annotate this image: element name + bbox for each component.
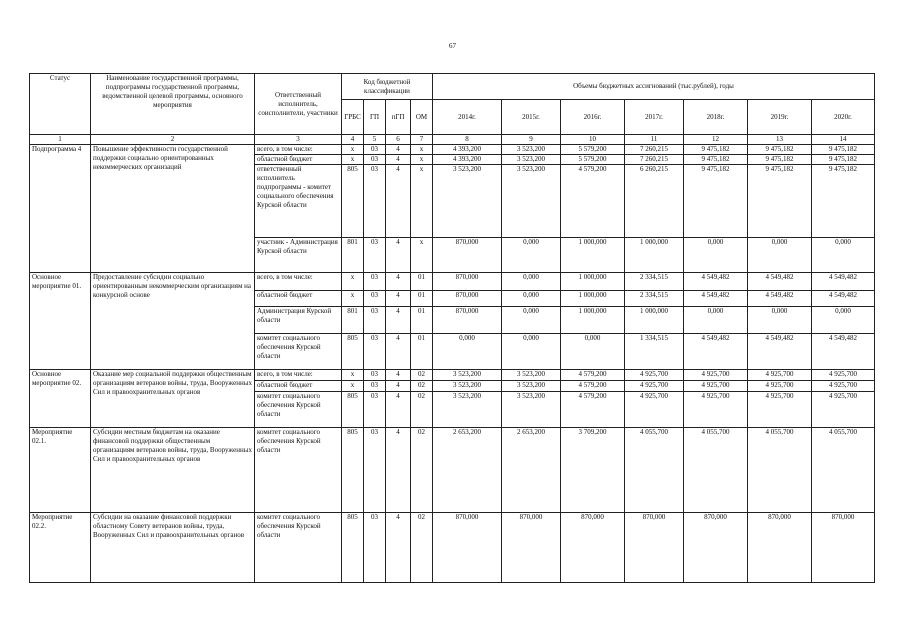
executor-cell: всего, в том числе: [255, 145, 342, 155]
value-2014: 870,000 [433, 273, 502, 291]
name-cell: Оказание мер социальной поддержки общественным организациям ветеранов войны, труда, Вооруженных Сил и правоохранительных органов [91, 370, 255, 428]
value-2019: 4 549,482 [748, 334, 812, 370]
grbs-cell: 805 [342, 334, 364, 370]
column-number: 9 [502, 135, 561, 145]
value-2019: 9 475,182 [748, 165, 812, 238]
gp-cell: 03 [364, 165, 386, 238]
value-2019: 4 925,700 [748, 370, 812, 381]
om-cell: х [411, 238, 433, 273]
om-cell: 01 [411, 273, 433, 291]
gp-cell: 03 [364, 291, 386, 307]
value-2015: 3 523,200 [502, 155, 561, 165]
value-2020: 4 549,482 [812, 291, 875, 307]
grbs-cell: 801 [342, 238, 364, 273]
om-cell: 01 [411, 307, 433, 334]
header-executor: Ответственный исполнитель, соисполнители, участники [255, 74, 342, 135]
pgp-cell: 4 [386, 513, 411, 583]
header-grbs: ГРБС [342, 100, 364, 135]
value-2017: 7 260,215 [625, 155, 684, 165]
value-2018: 4 055,700 [684, 428, 748, 513]
pgp-cell: 4 [386, 428, 411, 513]
gp-cell: 03 [364, 370, 386, 381]
header-gp: ГП [364, 100, 386, 135]
value-2020: 4 549,482 [812, 334, 875, 370]
column-number: 4 [342, 135, 364, 145]
gp-cell: 03 [364, 428, 386, 513]
status-cell: Мероприятие 02.2. [30, 513, 91, 583]
value-2016: 1 000,000 [561, 307, 625, 334]
gp-cell: 03 [364, 238, 386, 273]
value-2019: 0,000 [748, 238, 812, 273]
column-number: 12 [684, 135, 748, 145]
value-2017: 4 055,700 [625, 428, 684, 513]
executor-cell: всего, в том числе: [255, 273, 342, 291]
value-2018: 9 475,182 [684, 165, 748, 238]
value-2017: 870,000 [625, 513, 684, 583]
value-2020: 9 475,182 [812, 165, 875, 238]
value-2018: 4 925,700 [684, 392, 748, 428]
gp-cell: 03 [364, 273, 386, 291]
value-2017: 4 925,700 [625, 381, 684, 392]
pgp-cell: 4 [386, 392, 411, 428]
grbs-cell: х [342, 155, 364, 165]
table-row [30, 370, 875, 381]
value-2018: 4 925,700 [684, 370, 748, 381]
value-2015: 3 523,200 [502, 381, 561, 392]
executor-cell: областной бюджет [255, 381, 342, 392]
header-year-2020: 2020г. [812, 100, 875, 135]
value-2020: 0,000 [812, 307, 875, 334]
header-budget-volumes: Объемы бюджетных ассигнований (тыс.рублей), годы [433, 74, 875, 100]
column-number: 1 [30, 135, 91, 145]
column-number-row [30, 135, 875, 145]
value-2020: 9 475,182 [812, 155, 875, 165]
om-cell: 02 [411, 392, 433, 428]
value-2018: 0,000 [684, 238, 748, 273]
header-year-2016: 2016г. [561, 100, 625, 135]
value-2016: 0,000 [561, 334, 625, 370]
grbs-cell: 805 [342, 428, 364, 513]
value-2018: 4 925,700 [684, 381, 748, 392]
value-2020: 4 055,700 [812, 428, 875, 513]
value-2018: 4 549,482 [684, 273, 748, 291]
executor-cell: комитет социального обеспечения Курской области [255, 392, 342, 428]
value-2014: 870,000 [433, 307, 502, 334]
value-2019: 4 925,700 [748, 381, 812, 392]
value-2015: 2 653,200 [502, 428, 561, 513]
om-cell: 02 [411, 513, 433, 583]
grbs-cell: 801 [342, 307, 364, 334]
value-2014: 870,000 [433, 291, 502, 307]
value-2014: 3 523,200 [433, 370, 502, 381]
executor-cell: всего, в том числе: [255, 370, 342, 381]
gp-cell: 03 [364, 145, 386, 155]
executor-cell: комитет социального обеспечения Курской области [255, 428, 342, 513]
value-2015: 0,000 [502, 238, 561, 273]
grbs-cell: х [342, 273, 364, 291]
value-2016: 1 000,000 [561, 291, 625, 307]
column-number: 10 [561, 135, 625, 145]
column-number: 3 [255, 135, 342, 145]
table-row [30, 428, 875, 513]
column-number: 7 [411, 135, 433, 145]
pgp-cell: 4 [386, 165, 411, 238]
pgp-cell: 4 [386, 381, 411, 392]
value-2018: 9 475,182 [684, 145, 748, 155]
value-2014: 870,000 [433, 513, 502, 583]
value-2018: 9 475,182 [684, 155, 748, 165]
value-2019: 9 475,182 [748, 145, 812, 155]
value-2017: 1 000,000 [625, 238, 684, 273]
value-2017: 1 334,515 [625, 334, 684, 370]
value-2020: 9 475,182 [812, 145, 875, 155]
value-2017: 1 000,000 [625, 307, 684, 334]
value-2020: 870,000 [812, 513, 875, 583]
value-2017: 2 334,515 [625, 291, 684, 307]
executor-cell: областной бюджет [255, 291, 342, 307]
grbs-cell: 805 [342, 513, 364, 583]
pgp-cell: 4 [386, 145, 411, 155]
name-cell: Предоставление субсидии социально ориентированным некоммерческим организациям на конкурсной основе [91, 273, 255, 370]
value-2016: 5 579,200 [561, 145, 625, 155]
name-cell: Повышение эффективности государственной поддержки социально ориентированных некоммерческих организаций [91, 145, 255, 273]
value-2019: 4 549,482 [748, 291, 812, 307]
value-2015: 3 523,200 [502, 392, 561, 428]
value-2017: 7 260,215 [625, 145, 684, 155]
table-row [30, 273, 875, 291]
executor-cell: Администрация Курской области [255, 307, 342, 334]
value-2020: 0,000 [812, 238, 875, 273]
value-2014: 3 523,200 [433, 392, 502, 428]
column-number: 11 [625, 135, 684, 145]
value-2016: 3 709,200 [561, 428, 625, 513]
value-2019: 4 055,700 [748, 428, 812, 513]
status-cell: Подпрограмма 4 [30, 145, 91, 273]
column-number: 13 [748, 135, 812, 145]
gp-cell: 03 [364, 392, 386, 428]
value-2017: 2 334,515 [625, 273, 684, 291]
header-year-2019: 2019г. [748, 100, 812, 135]
header-budget-code: Код бюджетной классификации [342, 74, 433, 100]
value-2015: 0,000 [502, 291, 561, 307]
gp-cell: 03 [364, 334, 386, 370]
om-cell: 02 [411, 370, 433, 381]
name-cell: Субсидии местным бюджетам на оказание финансовой поддержки общественным организациям ветеранов войны, труда, Вооруженных Сил и правоохранительных органов [91, 428, 255, 513]
value-2015: 3 523,200 [502, 145, 561, 155]
value-2015: 0,000 [502, 307, 561, 334]
value-2018: 4 549,482 [684, 334, 748, 370]
value-2019: 4 549,482 [748, 273, 812, 291]
value-2020: 4 925,700 [812, 392, 875, 428]
om-cell: х [411, 165, 433, 238]
value-2014: 2 653,200 [433, 428, 502, 513]
grbs-cell: 805 [342, 165, 364, 238]
value-2014: 3 523,200 [433, 165, 502, 238]
value-2015: 0,000 [502, 334, 561, 370]
value-2017: 4 925,700 [625, 392, 684, 428]
header-om: ОМ [411, 100, 433, 135]
budget-allocation-table [29, 73, 875, 583]
column-number: 8 [433, 135, 502, 145]
pgp-cell: 4 [386, 155, 411, 165]
grbs-cell: х [342, 370, 364, 381]
gp-cell: 03 [364, 307, 386, 334]
value-2015: 0,000 [502, 273, 561, 291]
header-pgp: пГП [386, 100, 411, 135]
value-2019: 870,000 [748, 513, 812, 583]
om-cell: 02 [411, 428, 433, 513]
executor-cell: комитет социального обеспечения Курской области [255, 513, 342, 583]
value-2015: 3 523,200 [502, 165, 561, 238]
value-2014: 4 393,200 [433, 145, 502, 155]
executor-cell: комитет социального обеспечения Курской области [255, 334, 342, 370]
grbs-cell: х [342, 381, 364, 392]
value-2020: 4 925,700 [812, 381, 875, 392]
column-number: 14 [812, 135, 875, 145]
om-cell: х [411, 155, 433, 165]
header-status: Статус [30, 74, 91, 135]
executor-cell: областной бюджет [255, 155, 342, 165]
header-year-2014: 2014г. [433, 100, 502, 135]
om-cell: 01 [411, 334, 433, 370]
header-year-2015: 2015г. [502, 100, 561, 135]
value-2018: 4 549,482 [684, 291, 748, 307]
pgp-cell: 4 [386, 334, 411, 370]
value-2020: 4 549,482 [812, 273, 875, 291]
status-cell: Основное мероприятие 01. [30, 273, 91, 370]
pgp-cell: 4 [386, 307, 411, 334]
header-year-2018: 2018г. [684, 100, 748, 135]
value-2015: 870,000 [502, 513, 561, 583]
name-cell: Субсидии на оказание финансовой поддержки областному Совету ветеранов войны, труда, Вооруженных Сил и правоохранительных органов [91, 513, 255, 583]
status-cell: Мероприятие 02.1. [30, 428, 91, 513]
pgp-cell: 4 [386, 370, 411, 381]
pgp-cell: 4 [386, 238, 411, 273]
om-cell: х [411, 145, 433, 155]
om-cell: 02 [411, 381, 433, 392]
value-2017: 4 925,700 [625, 370, 684, 381]
value-2018: 0,000 [684, 307, 748, 334]
value-2019: 9 475,182 [748, 155, 812, 165]
status-cell: Основное мероприятие 02. [30, 370, 91, 428]
header-year-2017: 2017г. [625, 100, 684, 135]
table-row [30, 145, 875, 155]
column-number: 5 [364, 135, 386, 145]
value-2016: 1 000,000 [561, 273, 625, 291]
executor-cell: ответственный исполнитель подпрограммы - комитет социального обеспечения Курской области [255, 165, 342, 238]
om-cell: 01 [411, 291, 433, 307]
grbs-cell: х [342, 145, 364, 155]
executor-cell: участник - Администрация Курской области [255, 238, 342, 273]
value-2018: 870,000 [684, 513, 748, 583]
page-number: 67 [449, 42, 456, 50]
value-2014: 3 523,200 [433, 381, 502, 392]
value-2016: 1 000,000 [561, 238, 625, 273]
value-2014: 870,000 [433, 238, 502, 273]
grbs-cell: 805 [342, 392, 364, 428]
grbs-cell: х [342, 291, 364, 307]
column-number: 2 [91, 135, 255, 145]
pgp-cell: 4 [386, 273, 411, 291]
column-number: 6 [386, 135, 411, 145]
gp-cell: 03 [364, 155, 386, 165]
value-2017: 6 260,215 [625, 165, 684, 238]
value-2016: 4 579,200 [561, 381, 625, 392]
value-2019: 0,000 [748, 307, 812, 334]
table-row [30, 513, 875, 583]
value-2016: 4 579,200 [561, 370, 625, 381]
pgp-cell: 4 [386, 291, 411, 307]
value-2016: 4 579,200 [561, 392, 625, 428]
header-name: Наименование государственной программы, подпрограммы государственной программы, ведомственной целевой программы, основного мероприятия [91, 74, 255, 135]
value-2019: 4 925,700 [748, 392, 812, 428]
gp-cell: 03 [364, 513, 386, 583]
value-2014: 4 393,200 [433, 155, 502, 165]
value-2015: 3 523,200 [502, 370, 561, 381]
value-2016: 870,000 [561, 513, 625, 583]
gp-cell: 03 [364, 381, 386, 392]
value-2020: 4 925,700 [812, 370, 875, 381]
value-2016: 5 579,200 [561, 155, 625, 165]
value-2016: 4 579,200 [561, 165, 625, 238]
value-2014: 0,000 [433, 334, 502, 370]
